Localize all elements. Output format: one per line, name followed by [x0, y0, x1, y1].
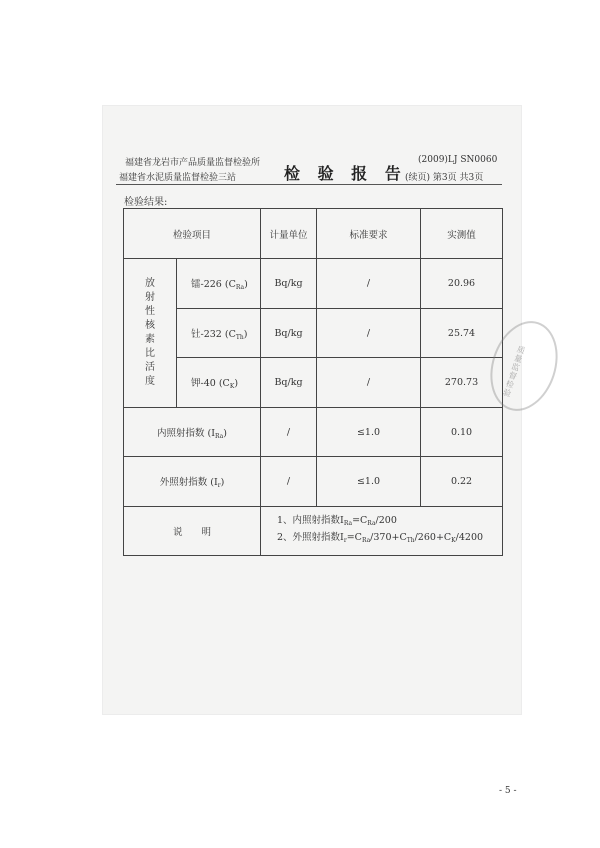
- unit-cell: /: [261, 408, 317, 457]
- standard-cell: ≤1.0: [317, 408, 421, 457]
- note-line-2: 2、外照射指数$I_r=C_{Ra}/370+C_{Th}/260+C_K/4200$: [277, 532, 484, 544]
- table-header-row: [124, 209, 503, 259]
- value-cell: 0.10: [421, 408, 503, 457]
- header-unit: 计量单位: [261, 209, 317, 259]
- index-name: 外照射指数 $(I_r)$: [124, 457, 261, 507]
- header-divider: [116, 184, 502, 185]
- section-label: 检验结果:: [124, 197, 168, 208]
- value-cell: 270.73: [421, 358, 503, 408]
- unit-cell: Bq/kg: [261, 259, 317, 309]
- standard-cell: /: [317, 309, 421, 358]
- standard-cell: /: [317, 358, 421, 408]
- unit-cell: Bq/kg: [261, 358, 317, 408]
- value-cell: 0.22: [421, 457, 503, 507]
- nuclide-name: 钍-232 $(C_{Th})$: [177, 309, 261, 358]
- report-title: 检 验 报 告: [284, 164, 407, 183]
- unit-cell: Bq/kg: [261, 309, 317, 358]
- header-item: 检验项目: [124, 209, 261, 259]
- table-row: [124, 457, 503, 507]
- header-measured: 实测值: [421, 209, 503, 259]
- unit-cell: /: [261, 457, 317, 507]
- note-line-1: 1、内照射指数$I_{Ra}=C_{Ra}/200$: [277, 515, 397, 527]
- notes-label: 说 明: [124, 507, 261, 556]
- report-number: (2009)LJ SN0060: [418, 155, 498, 165]
- seal-stamp-text: 质量监督检验: [501, 344, 527, 399]
- header-standard: 标准要求: [317, 209, 421, 259]
- table-row: [124, 358, 503, 408]
- notes-text: [261, 507, 503, 556]
- standard-cell: ≤1.0: [317, 457, 421, 507]
- group-label: 放 射 性 核 素 比 活 度: [124, 259, 177, 408]
- org-name-line2: 福建省水泥质量监督检验三站: [119, 173, 237, 183]
- table-row: [124, 309, 503, 358]
- table-row: [124, 408, 503, 457]
- notes-row: [124, 507, 503, 556]
- value-cell: 25.74: [421, 309, 503, 358]
- results-table: [123, 208, 503, 556]
- index-name: 内照射指数 $(I_{Ra})$: [124, 408, 261, 457]
- value-cell: 20.96: [421, 259, 503, 309]
- page-number: - 5 -: [499, 786, 517, 796]
- page-info: (续页) 第3页 共3页: [405, 173, 484, 183]
- nuclide-name: 钾-40 $(C_K)$: [177, 358, 261, 408]
- nuclide-name: 镭-226 $(C_{Ra})$: [177, 259, 261, 309]
- table-row: [124, 259, 503, 309]
- org-name-line1: 福建省龙岩市产品质量监督检验所: [125, 158, 261, 168]
- standard-cell: /: [317, 259, 421, 309]
